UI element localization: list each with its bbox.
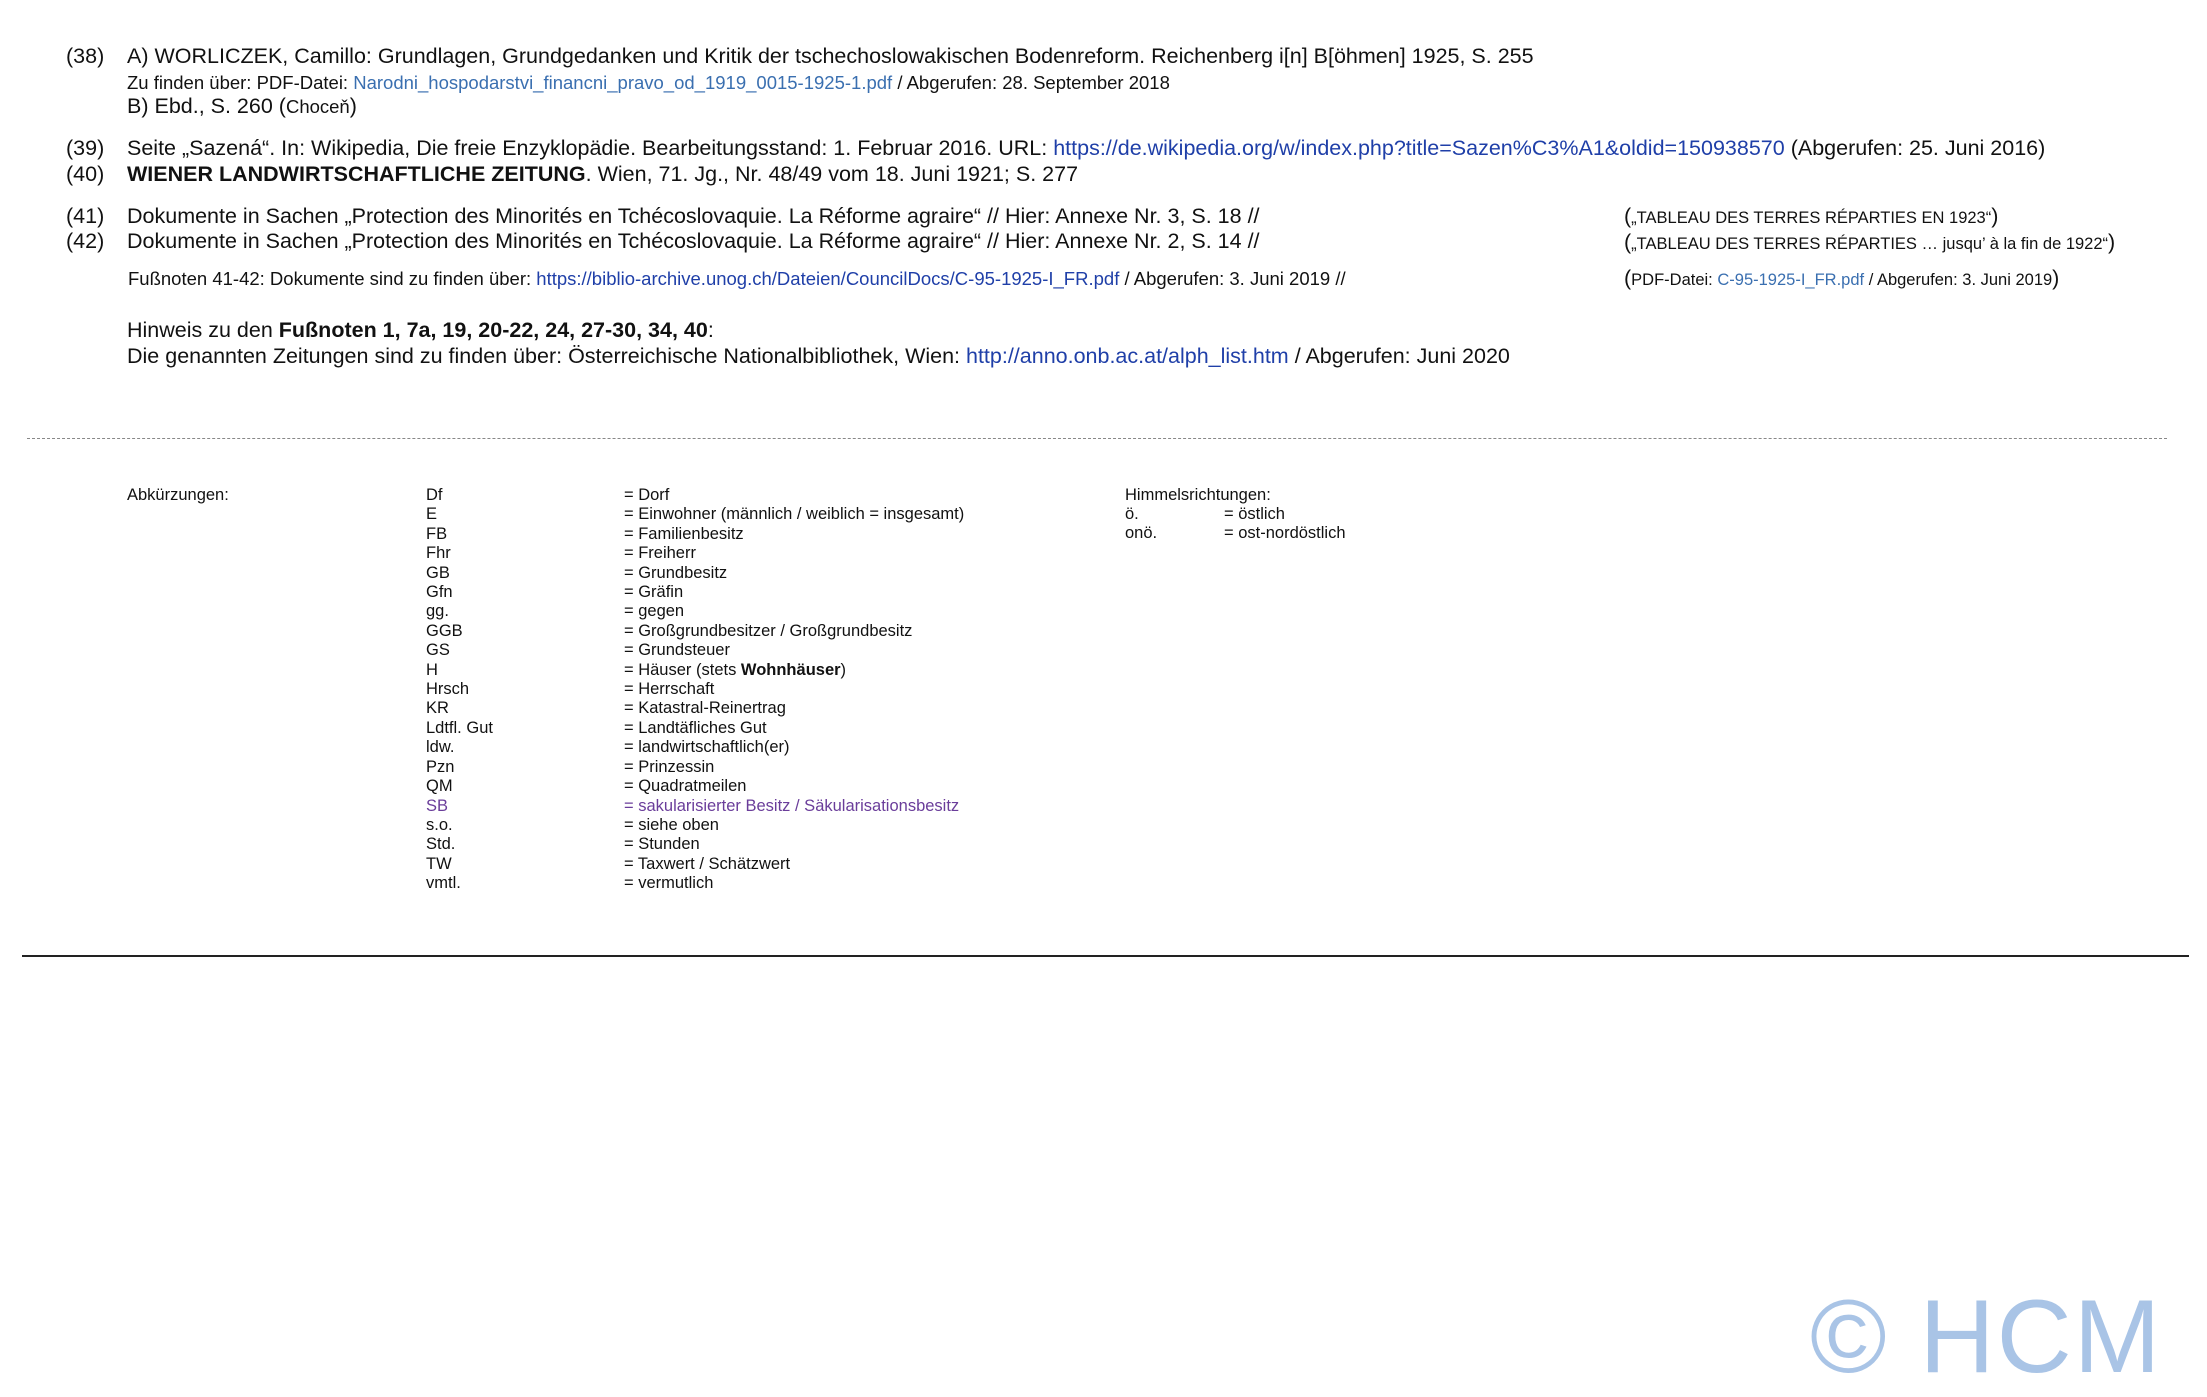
footnote-42-note-open: ( (1624, 230, 1632, 254)
hint-line-1 (127, 318, 714, 343)
footnote-41-note-close: ) (1991, 204, 1999, 228)
dashed-divider (27, 438, 2167, 439)
abbreviation-keys (426, 486, 493, 894)
direction-key: ö. (1125, 505, 1139, 523)
abbreviation-values (624, 486, 964, 894)
footnotes-41-42-pdf-link[interactable]: C-95-1925-I_FR.pdf (1717, 271, 1865, 289)
footnote-42-note-close: ) (2108, 230, 2116, 254)
abbreviations-label: Abkürzungen: (127, 486, 229, 504)
abbreviation-value: = gegen (624, 602, 685, 621)
abbreviation-value: = Grundbesitz (624, 563, 728, 582)
footnote-40-newspaper: WIENER LANDWIRTSCHAFTLICHE ZEITUNG (127, 162, 586, 186)
footnote-38-number: (38) (66, 44, 105, 68)
footnotes-41-42-prefix: Fußnoten 41-42: Dokumente sind zu finden über: (128, 268, 537, 289)
direction-key: onö. (1125, 524, 1158, 543)
abbreviation-key: Pzn (426, 757, 455, 776)
footnote-38-source-link[interactable]: Narodni_hospodarstvi_financni_pravo_od_1919_0015-1925-1.pdf (353, 72, 893, 93)
direction-keys (1125, 505, 1157, 544)
footnote-38-b-place: Choceň (285, 96, 350, 117)
bottom-rule (22, 955, 2189, 957)
hint-source-prefix: Die genannten Zeitungen sind zu finden über: Österreichische Nationalbibliothek, Wien: (127, 344, 966, 368)
footnote-41-note-open: ( (1624, 204, 1632, 228)
footnote-41-note-text: „TABLEAU DES TERRES RÉPARTIES EN 1923“ (1631, 209, 1992, 227)
hint-prefix: Hinweis zu den (127, 318, 279, 342)
abbreviation-value: = Gräfin (624, 583, 684, 602)
footnote-42-text: Dokumente in Sachen „Protection des Minorités en Tchécoslovaquie. La Réforme agraire“ // Hier: Annexe Nr. 2, S. 14 // (127, 229, 1260, 253)
abbreviation-key: KR (426, 699, 449, 718)
abbreviation-value-text: = Häuser (stets (624, 660, 741, 679)
abbreviation-key: GB (426, 563, 450, 582)
footnote-39-suffix: (Abgerufen: 25. Juni 2016) (1784, 136, 2046, 160)
footnote-39-link[interactable]: https://de.wikipedia.org/w/index.php?title=Sazen%C3%A1&oldid=150938570 (1053, 136, 1785, 160)
footnote-42-note (1624, 230, 2115, 255)
abbreviation-value: = siehe oben (624, 815, 719, 834)
footnotes-41-42-suffix: / Abgerufen: 3. Juni 2019 // (1119, 268, 1346, 289)
abbreviation-key: Fhr (426, 544, 451, 563)
abbreviation-value: = Dorf (624, 486, 670, 504)
footnote-42-note-text: „TABLEAU DES TERRES RÉPARTIES … jusqu’ à la fin de 1922“ (1631, 235, 2109, 253)
abbreviation-value: = landwirtschaftlich(er) (624, 738, 790, 757)
abbreviation-value: = Grundsteuer (624, 641, 730, 660)
footnotes-41-42-pdf-open: ( (1624, 266, 1632, 290)
abbreviation-key: Hrsch (426, 680, 470, 699)
footnote-39-text (127, 136, 2045, 161)
hint-colon: : (707, 318, 714, 342)
hint-line-2 (127, 344, 1510, 369)
abbreviation-value-bold: Wohnhäuser (740, 660, 841, 679)
abbreviation-value: = Prinzessin (624, 757, 715, 776)
footnote-41-note (1624, 204, 1998, 229)
footnotes-41-42-pdf-suffix: / Abgerufen: 3. Juni 2019 (1864, 271, 2053, 289)
abbreviation-value: = Herrschaft (624, 680, 715, 699)
abbreviation-key: GGB (426, 621, 463, 640)
abbreviation-value: = Katastral-Reinertrag (624, 699, 786, 718)
footnote-41-text: Dokumente in Sachen „Protection des Minorités en Tchécoslovaquie. La Réforme agraire“ // Hier: Annexe Nr. 3, S. 18 // (127, 204, 1260, 228)
direction-value: = östlich (1224, 505, 1285, 523)
direction-value: = ost-nordöstlich (1224, 524, 1346, 543)
footnote-38-b (127, 94, 357, 119)
abbreviation-key: Ldtfl. Gut (426, 718, 493, 737)
footnotes-41-42-pdf-close: ) (2052, 266, 2060, 290)
abbreviation-value: = Stunden (624, 835, 700, 854)
footnote-38-source (127, 72, 1170, 94)
abbreviation-key: vmtl. (426, 874, 461, 893)
abbreviation-key: H (426, 660, 438, 679)
footnote-38-source-suffix: / Abgerufen: 28. September 2018 (892, 72, 1170, 93)
abbreviation-value: = Landtäfliches Gut (624, 718, 767, 737)
hint-source-suffix: / Abgerufen: Juni 2020 (1288, 344, 1510, 368)
abbreviation-key: Gfn (426, 583, 453, 602)
footnote-38-source-prefix: Zu finden über: PDF-Datei: (127, 72, 354, 93)
abbreviation-value: = Taxwert / Schätzwert (624, 854, 791, 873)
footnote-39-prefix: Seite „Sazená“. In: Wikipedia, Die freie Enzyklopädie. Bearbeitungsstand: 1. Februar 2016. URL: (127, 136, 1054, 160)
footnote-40-number: (40) (66, 162, 105, 186)
footnote-41-number: (41) (66, 204, 105, 228)
hint-footnote-list: Fußnoten 1, 7a, 19, 20-22, 24, 27-30, 34, 40 (278, 318, 708, 342)
abbreviation-value-end: ) (840, 660, 847, 679)
footnote-40-rest: . Wien, 71. Jg., Nr. 48/49 vom 18. Juni 1921; S. 277 (585, 162, 1079, 186)
abbreviation-key: Df (426, 486, 443, 504)
abbreviation-value: = Großgrundbesitzer / Großgrundbesitz (624, 621, 913, 640)
abbreviation-key: gg. (426, 602, 449, 621)
abbreviation-value: = Einwohner (männlich / weiblich = insgesamt) (624, 505, 965, 524)
footnotes-41-42-link[interactable]: https://biblio-archive.unog.ch/Dateien/CouncilDocs/C-95-1925-I_FR.pdf (536, 268, 1120, 289)
copyright-watermark: © HCM (1810, 1279, 2163, 1395)
hint-source-link[interactable]: http://anno.onb.ac.at/alph_list.htm (966, 344, 1289, 368)
footnote-38-b-close: ) (349, 94, 357, 118)
direction-values (1224, 505, 1346, 544)
footnote-39-number: (39) (66, 136, 105, 160)
abbreviation-key: ldw. (426, 738, 455, 757)
abbreviation-key: s.o. (426, 815, 453, 834)
abbreviation-value: = Quadratmeilen (624, 777, 747, 796)
abbreviation-value: = sakularisierter Besitz / Säkularisationsbesitz (624, 796, 960, 815)
abbreviation-key: E (426, 505, 438, 524)
footnote-38-b-text: B) Ebd., S. 260 ( (127, 94, 286, 118)
abbreviation-value: = Familienbesitz (624, 524, 744, 543)
footnotes-41-42-source (128, 268, 1346, 290)
footnote-40-text (127, 162, 1078, 187)
abbreviation-key: FB (426, 524, 448, 543)
directions-label: Himmelsrichtungen: (1125, 486, 1271, 504)
abbreviation-value: = Freiherr (624, 544, 696, 563)
abbreviation-value: = vermutlich (624, 874, 714, 893)
footnotes-41-42-pdf (1624, 266, 2059, 291)
abbreviation-key: GS (426, 641, 450, 660)
abbreviation-key: QM (426, 777, 453, 796)
abbreviation-key: Std. (426, 835, 456, 854)
footnote-42-number: (42) (66, 229, 105, 253)
abbreviation-key: SB (426, 796, 449, 815)
footnote-38-a: A) WORLICZEK, Camillo: Grundlagen, Grundgedanken und Kritik der tschechoslowakischen Bodenreform. Reichenberg i[n] B[öhmen] 1925, S. 255 (127, 44, 1534, 68)
abbreviation-key: TW (426, 854, 452, 873)
abbreviation-value (624, 661, 964, 680)
footnotes-41-42-pdf-prefix: PDF-Datei: (1631, 271, 1718, 289)
